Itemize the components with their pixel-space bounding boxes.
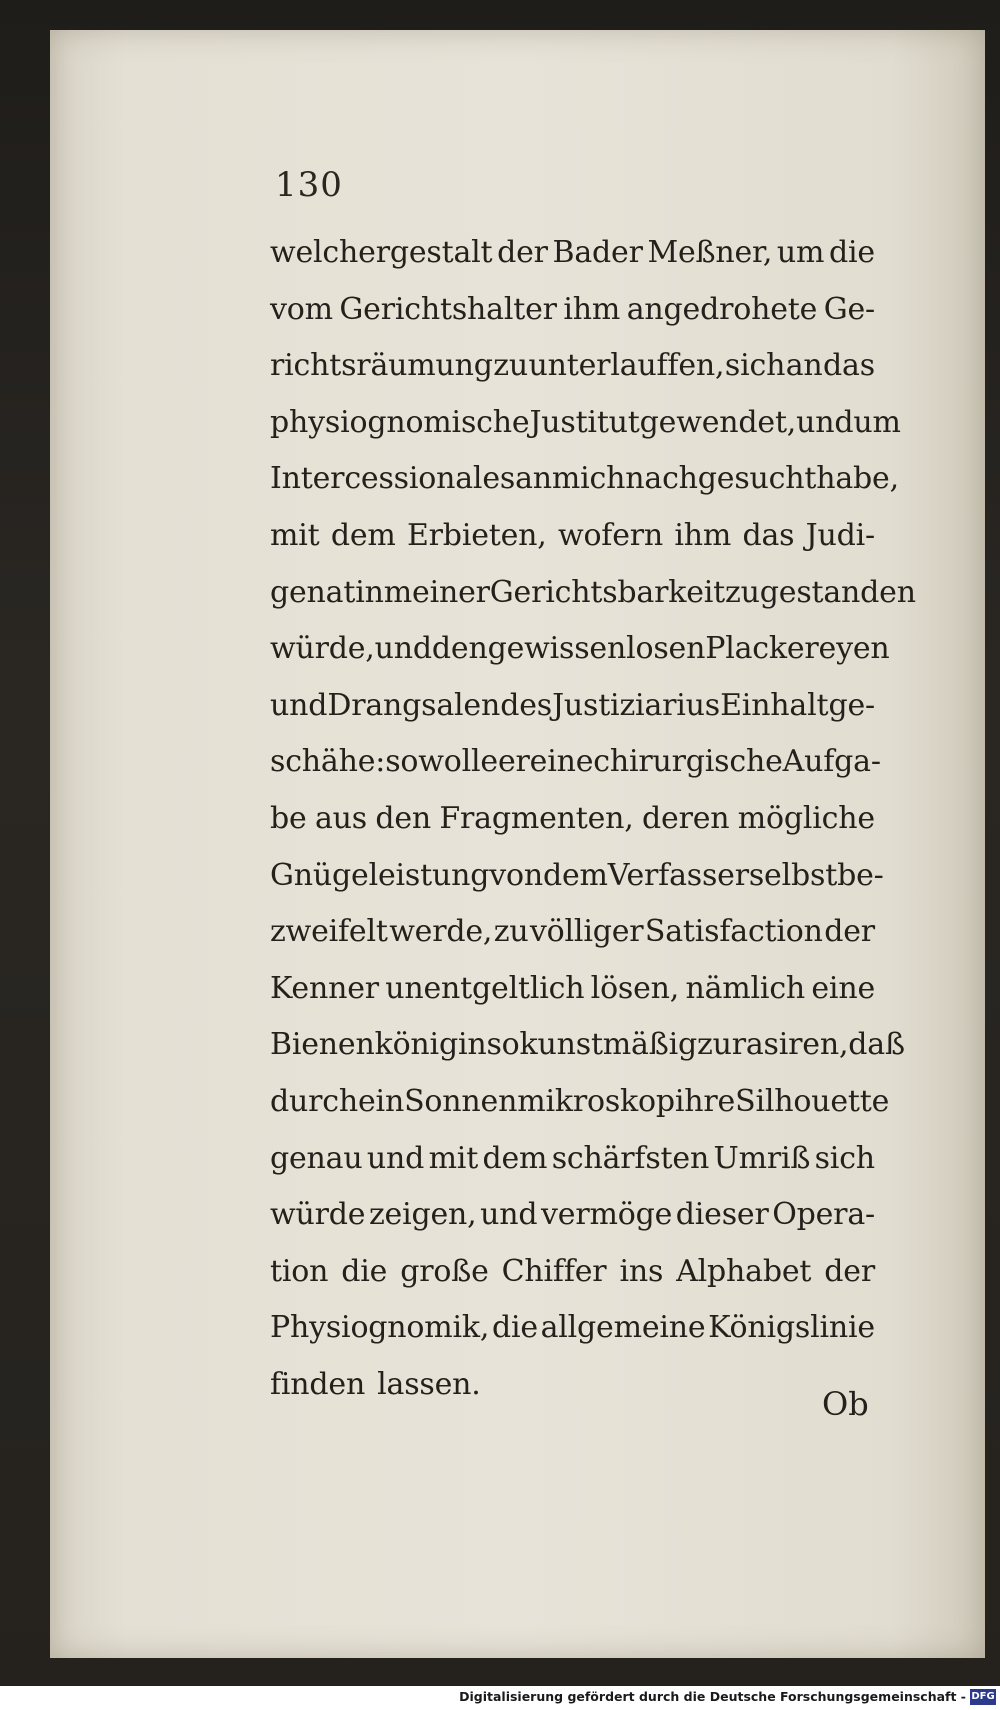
text-word: so	[385, 744, 419, 780]
text-word: ihm	[674, 517, 732, 553]
text-word: Judi-	[805, 517, 875, 553]
text-line	[270, 395, 901, 452]
dfg-logo-icon: DFG	[970, 1689, 996, 1705]
footer-credit-text: Digitalisierung gefördert durch die Deutsche Forschungsgemeinschaft -	[459, 1689, 966, 1704]
text-word: des	[500, 687, 552, 723]
text-line	[270, 1300, 875, 1357]
text-word: be	[270, 800, 307, 836]
text-word: dieser	[675, 1197, 769, 1233]
page-number: 130	[275, 165, 343, 205]
text-word: vom	[270, 291, 333, 327]
text-word: wofern	[557, 517, 664, 553]
text-word: dem	[482, 1140, 548, 1176]
text-word: Gerichtshalter	[339, 291, 557, 327]
text-word: lösen,	[590, 970, 680, 1006]
text-word: so	[486, 1027, 520, 1063]
text-word: die	[341, 1253, 388, 1289]
text-word: schärfsten	[551, 1140, 710, 1176]
text-word: selbst	[748, 857, 838, 893]
text-word: kunstmäßig	[519, 1027, 697, 1063]
text-word: Chiffer	[501, 1253, 607, 1289]
text-word: angedrohete	[626, 291, 818, 327]
text-line	[270, 1131, 875, 1188]
digitization-footer	[0, 1686, 1000, 1710]
text-word: Gerichtsbarkeit	[489, 574, 726, 610]
text-word: nämlich	[685, 970, 806, 1006]
text-word: Bader	[552, 235, 643, 270]
text-word: Erbieten,	[406, 517, 547, 553]
text-word: welchergestalt	[270, 235, 493, 270]
text-word: er	[497, 744, 530, 780]
text-line	[270, 1017, 905, 1074]
text-word: Satisfaction	[644, 914, 823, 950]
text-line	[270, 1357, 875, 1414]
text-word: zeigen,	[368, 1197, 477, 1233]
text-word: Verfasser	[607, 857, 749, 893]
text-word: Opera-	[772, 1197, 875, 1233]
text-word: Aufga-	[782, 744, 881, 780]
text-word: physiognomische	[270, 404, 530, 440]
text-word: das	[742, 517, 795, 553]
text-word: in	[355, 574, 384, 610]
text-word: sich	[814, 1140, 875, 1176]
text-word: ins	[619, 1253, 664, 1289]
text-word: die	[491, 1310, 538, 1346]
text-word: dem	[330, 517, 396, 553]
text-line	[270, 848, 884, 905]
text-word: ihre	[674, 1083, 736, 1119]
text-word: Einhalt	[720, 687, 829, 723]
text-word: der	[497, 235, 548, 270]
text-word: von	[489, 857, 543, 893]
text-word: allgemeine	[540, 1310, 706, 1346]
text-word: durch	[270, 1083, 358, 1119]
text-word: würde	[270, 1197, 366, 1233]
text-word: eine	[811, 970, 875, 1006]
text-line	[270, 1187, 875, 1244]
text-word: sich	[724, 348, 786, 384]
text-word: mit	[270, 517, 320, 553]
text-word: Königslinie	[708, 1310, 875, 1346]
text-line	[270, 904, 875, 961]
text-word: unentgeltlich	[385, 970, 585, 1006]
text-word: lassen.	[377, 1366, 481, 1402]
text-word: Justitut	[529, 404, 640, 440]
text-word: Physiognomik,	[270, 1310, 490, 1346]
text-word: ihm	[563, 291, 621, 327]
text-word: Meßner,	[647, 235, 773, 270]
text-word: und	[480, 1197, 538, 1233]
text-word: Plackereyen	[705, 631, 890, 667]
text-word: würde,	[270, 631, 375, 667]
text-word: deren	[642, 800, 730, 836]
text-line	[270, 791, 875, 848]
text-line	[270, 621, 890, 678]
text-word: Intercessionales	[270, 461, 516, 497]
text-word: genau	[270, 1140, 363, 1176]
text-word: werde,	[389, 914, 493, 950]
text-word: Ge-	[823, 291, 875, 327]
text-word: das	[823, 348, 875, 384]
catchword: Ob	[822, 1385, 869, 1423]
text-line	[270, 508, 875, 565]
text-word: chirurgische	[593, 744, 783, 780]
text-word: und	[796, 404, 854, 440]
text-line	[270, 451, 899, 508]
text-word: um	[853, 404, 901, 440]
text-word: richtsräumung	[270, 348, 493, 384]
text-word: be-	[837, 857, 884, 893]
text-word: gewendet,	[639, 404, 797, 440]
text-word: große	[400, 1253, 489, 1289]
text-word: Drangsalen	[327, 687, 501, 723]
text-line	[270, 961, 875, 1018]
text-word: wolle	[418, 744, 498, 780]
text-word: an	[515, 461, 552, 497]
text-word: zu	[696, 1027, 732, 1063]
text-word: genat	[270, 574, 356, 610]
text-word: dem	[542, 857, 608, 893]
text-word: aus	[314, 800, 367, 836]
text-word: Justiziarius	[552, 687, 720, 723]
text-word: Kenner	[270, 970, 379, 1006]
text-word: nachgesucht	[625, 461, 817, 497]
text-word: Gnügeleistung	[270, 857, 490, 893]
text-word: zweifelt	[270, 914, 388, 950]
text-word: Umriß	[713, 1140, 811, 1176]
text-word: und	[270, 687, 328, 723]
text-line	[270, 225, 875, 282]
text-word: der	[824, 914, 875, 950]
page-text-block	[270, 225, 916, 1413]
text-word: zu	[493, 914, 529, 950]
text-word: und	[366, 1140, 425, 1176]
text-line	[270, 1244, 875, 1301]
text-word: rasiren,	[731, 1027, 849, 1063]
text-word: und	[374, 631, 432, 667]
text-line	[270, 678, 875, 735]
text-word: ein	[358, 1083, 405, 1119]
text-word: daß	[848, 1027, 905, 1063]
text-word: völliger	[529, 914, 644, 950]
text-word: unterlauffen,	[528, 348, 725, 384]
text-word: ge-	[828, 687, 875, 723]
text-word: Sonnenmikroskop	[404, 1083, 675, 1119]
text-word: die	[829, 235, 875, 270]
text-line	[270, 282, 875, 339]
text-word: vermöge	[541, 1197, 673, 1233]
text-word: den	[375, 800, 432, 836]
text-word: den	[431, 631, 488, 667]
text-word: Silhouette	[735, 1083, 890, 1119]
text-word: der	[824, 1253, 875, 1289]
text-word: Alphabet	[676, 1253, 812, 1289]
text-word: gewissenlosen	[487, 631, 706, 667]
text-word: an	[785, 348, 823, 384]
text-word: Bienenkönigin	[270, 1027, 487, 1063]
text-word: habe,	[816, 461, 899, 497]
text-word: Fragmenten,	[439, 800, 634, 836]
text-word: eine	[529, 744, 594, 780]
text-line	[270, 734, 881, 791]
text-word: mögliche	[737, 800, 875, 836]
text-word: um	[776, 235, 825, 270]
text-word: schähe:	[270, 744, 386, 780]
text-word: meiner	[383, 574, 490, 610]
text-line	[270, 565, 916, 622]
text-word: zu	[493, 348, 529, 384]
text-word: finden	[270, 1366, 366, 1402]
text-word: mich	[551, 461, 626, 497]
text-line	[270, 338, 875, 395]
text-line	[270, 1074, 890, 1131]
text-word: zugestanden	[725, 574, 916, 610]
text-word: mit	[428, 1140, 479, 1176]
text-word: tion	[270, 1253, 329, 1289]
